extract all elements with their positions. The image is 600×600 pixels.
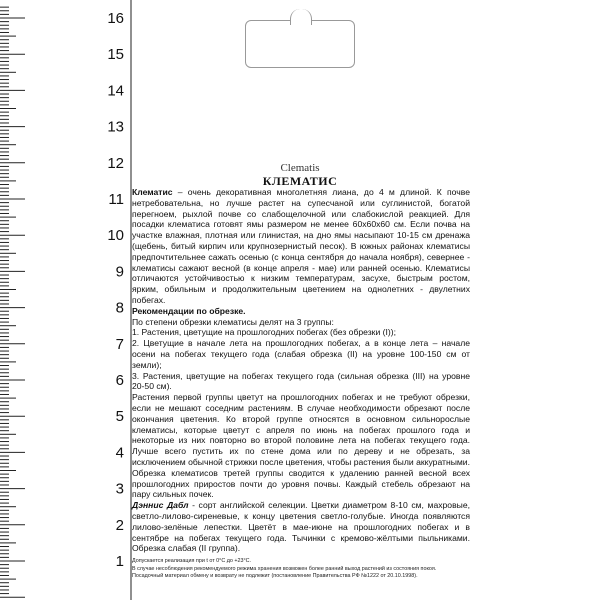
variety-text: - сорт английской селекции. Цветки диаметром 8-10 см, махровые, светло-лилово-сиреневые, к концу цветения светло-голубые. Иногда появляются лилово-зелёные лепестки. Цветёт в мае-июне на прошлогодних побегах и в сентябре на побегах текущего года. Тычинки с кремово-жёлтыми пыльниками. Обрезка слабая (II группа). [132,500,470,554]
ruler-label: 13 [107,118,124,136]
pruning-group-2: 2. Цветущие в начале лета на прошлогодних побегах, а в конце лета – начале осени на побегах текущего года (слабая обрезка (II) на уровне 100-150 см от земли); [132,338,470,370]
footer-line: В случае несоблюдения рекомендуемого режима хранения возможен более ранний выход растений из состояния покоя. [132,565,437,572]
ruler-label: 2 [115,516,124,534]
ruler-label: 12 [107,154,124,172]
intro-text: – очень декоративная многолетняя лиана, до 4 м длиной. К почве нетребовательна, но лучше растет на супесчаной или суглинистой, богатой перегноем, рыхлой почве со слабощелочной или слабокислой реакцией. Для посадки клематиса готовят ямы размером не менее 60х60х60 см. Если почва на участке влажная, плотная или глинистая, на дно ямы насыпают 10-15 см дренажа (щебень, битый кирпич или крупнозернистый песок). В южных районах клематисы предпочтительнее сажать осенью (с конца сентября до начала ноября), севернее - клематисы сажают весной (в конце апреля - мае) или ранней осенью. Клематисы отличаются устойчивостью к низким температурам, засухе, быстрым ростом, ярким, обильным и продолжительным цветением на однолетних - двулетних побегах. [132,187,470,305]
ruler-label: 1 [115,553,124,570]
pruning-heading: Рекомендации по обрезке. [132,305,246,316]
ruler-label: 6 [115,372,124,389]
footer-line: Посадочный материал обмену и возврату не подлежит (постановление Правительства РФ №1222 от 20.10.1998). [132,573,418,579]
pruning-group-1: 1. Растения, цветущие на прошлогодних побегах (без обрезки (I)); [132,327,396,338]
ruler-label: 7 [115,335,124,353]
ruler-label: 15 [107,46,124,64]
description-body [132,187,470,554]
footer-line: Допускается реализация при t от 0°С до +23°С. [132,558,252,564]
latin-name: Clematis [280,162,320,174]
ruler-label: 10 [107,227,124,245]
storage-notice [132,558,482,581]
pruning-group-3: 3. Растения, цветущие на побегах текущего года (сильная обрезка (III) на уровне 20-50 см). [132,370,470,392]
product-title: КЛЕМАТИС [262,174,338,188]
ruler-label: 5 [115,408,124,426]
ruler-label: 9 [115,263,124,281]
ruler-label: 8 [115,299,124,317]
hanging-hole [245,20,355,68]
pruning-text: Растения первой группы цветут на прошлогодних побегах и не требуют обрезки, если не мешают соседним растениям. В случае необходимости обрезают после окончания цветения. Ко второй группе относятся в основном сильнорослые клематисы, которые цветут с апреля по июнь на побегах прошлого года и некоторые из них повторно во второй половине лета на побегах текущего года. Лучше всего пустить их по стене дома или по дереву и не обрезать, за исключением обычной стрижки после цветения, чтобы растения были аккуратными. Обрезка клематисов третей группы сводится к удалению ранней весной всех прошлогодних приростов почти до уровня почвы. Каждый стебель обрезают на пару сильных почек. [132,392,470,500]
ruler-label: 4 [115,444,124,462]
variety-paragraph [132,500,470,554]
intro-term: Клематис [132,187,173,197]
measuring-ruler [0,0,140,600]
ruler-label: 14 [107,82,124,100]
variety-name: Дэннис Дабл [132,500,189,511]
pruning-intro: По степени обрезки клематисы делят на 3 группы: [132,316,334,327]
ruler-label: 16 [107,10,124,27]
intro-paragraph [132,187,470,306]
ruler-label: 11 [108,191,124,208]
ruler-label: 3 [115,480,124,498]
